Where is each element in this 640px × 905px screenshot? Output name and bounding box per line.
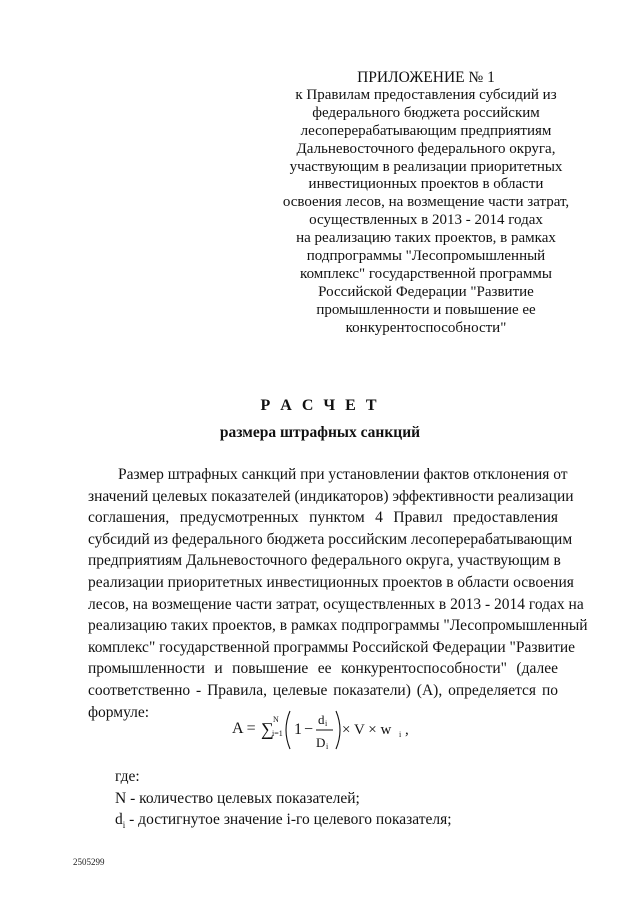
appendix-line: инвестиционных проектов в области	[308, 176, 544, 193]
appendix-line: конкурентоспособности"	[345, 319, 507, 336]
definition-symbol-sub: i	[122, 820, 126, 831]
formula-tail: × V × w	[342, 722, 392, 738]
formula-left-paren	[286, 711, 290, 749]
appendix-line: лесоперерабатывающим предприятиям	[300, 122, 552, 139]
appendix-line: федерального бюджета российским	[312, 104, 540, 121]
definition-text: - достигнутое значение i-го целевого показателя;	[125, 811, 452, 829]
paragraph-line: соглашения, предусмотренных пунктом 4 Правил предоставления	[88, 509, 558, 527]
paragraph-line: комплекс" государственной программы Российской Федерации "Развитие	[88, 638, 576, 656]
formula-denominator: D	[316, 735, 326, 750]
appendix-line: Российской Федерации "Развитие	[318, 283, 534, 300]
paragraph-line: субсидий из федерального бюджета российским лесоперерабатывающим	[88, 530, 573, 548]
formula-one: 1	[294, 721, 302, 738]
definition-item	[115, 809, 575, 837]
formula-sum-upper: N	[273, 715, 279, 724]
definitions-list	[115, 766, 575, 837]
appendix-line: осуществленных в 2013 - 2014 годах	[309, 212, 543, 229]
paragraph-line: Размер штрафных санкций при установлении фактов отклонения от	[118, 466, 568, 483]
paragraph-line: реализации приоритетных инвестиционных проектов в области освоения	[88, 573, 574, 591]
appendix-line: к Правилам предоставления субсидий из	[295, 86, 557, 103]
formula-numerator: d	[318, 712, 325, 727]
paragraph-line: промышленности и повышение ее конкурентоспособности" (далее	[88, 660, 558, 678]
appendix-title: ПРИЛОЖЕНИЕ № 1	[357, 69, 495, 86]
formula-minus: −	[304, 721, 314, 738]
formula-right-paren	[336, 711, 340, 749]
appendix-line: подпрограммы "Лесопромышленный	[306, 248, 546, 265]
paragraph-line: формуле:	[88, 703, 150, 721]
paragraph-line: значений целевых показателей (индикаторов) эффективности реализации	[88, 487, 574, 505]
appendix-line: Дальневосточного федерального округа,	[296, 140, 556, 157]
footer-document-id: 2505299	[73, 857, 105, 867]
document-heading: Р А С Ч Е Т	[260, 397, 380, 414]
penalty-formula	[232, 702, 412, 754]
formula-comma: ,	[405, 722, 409, 738]
paragraph-line: соответственно - Правила, целевые показатели) (А), определяется по	[88, 681, 558, 699]
body-paragraph	[88, 464, 588, 723]
definition-symbol: d	[115, 811, 123, 829]
document-subheading: размера штрафных санкций	[219, 424, 421, 441]
appendix-header	[256, 69, 596, 338]
paragraph-line: реализацию таких проектов, в рамках подпрограммы "Лесопромышленный	[88, 617, 588, 635]
appendix-line: участвующим в реализации приоритетных	[289, 158, 563, 175]
formula-sum-lower: i=1	[272, 729, 283, 738]
definitions-where: где:	[115, 768, 140, 785]
formula-sum-sign: ∑	[261, 719, 274, 739]
formula-lhs: A =	[232, 720, 256, 737]
appendix-line: промышленности и повышение ее	[316, 301, 536, 318]
appendix-line: на реализацию таких проектов, в рамках	[296, 230, 556, 247]
paragraph-line: предприятиям Дальневосточного федерального округа, участвующим в	[88, 552, 561, 570]
definition-item: N - количество целевых показателей;	[115, 789, 360, 807]
appendix-line: освоения лесов, на возмещение части затрат,	[282, 194, 570, 211]
formula-numerator-sub: i	[325, 719, 328, 728]
appendix-line: комплекс" государственной программы	[300, 265, 552, 282]
formula-svg	[232, 702, 412, 754]
formula-denominator-sub: i	[326, 742, 329, 751]
formula-w-sub: i	[399, 730, 402, 739]
paragraph-line: лесов, на возмещение части затрат, осуществленных в 2013 - 2014 годах на	[88, 595, 584, 613]
